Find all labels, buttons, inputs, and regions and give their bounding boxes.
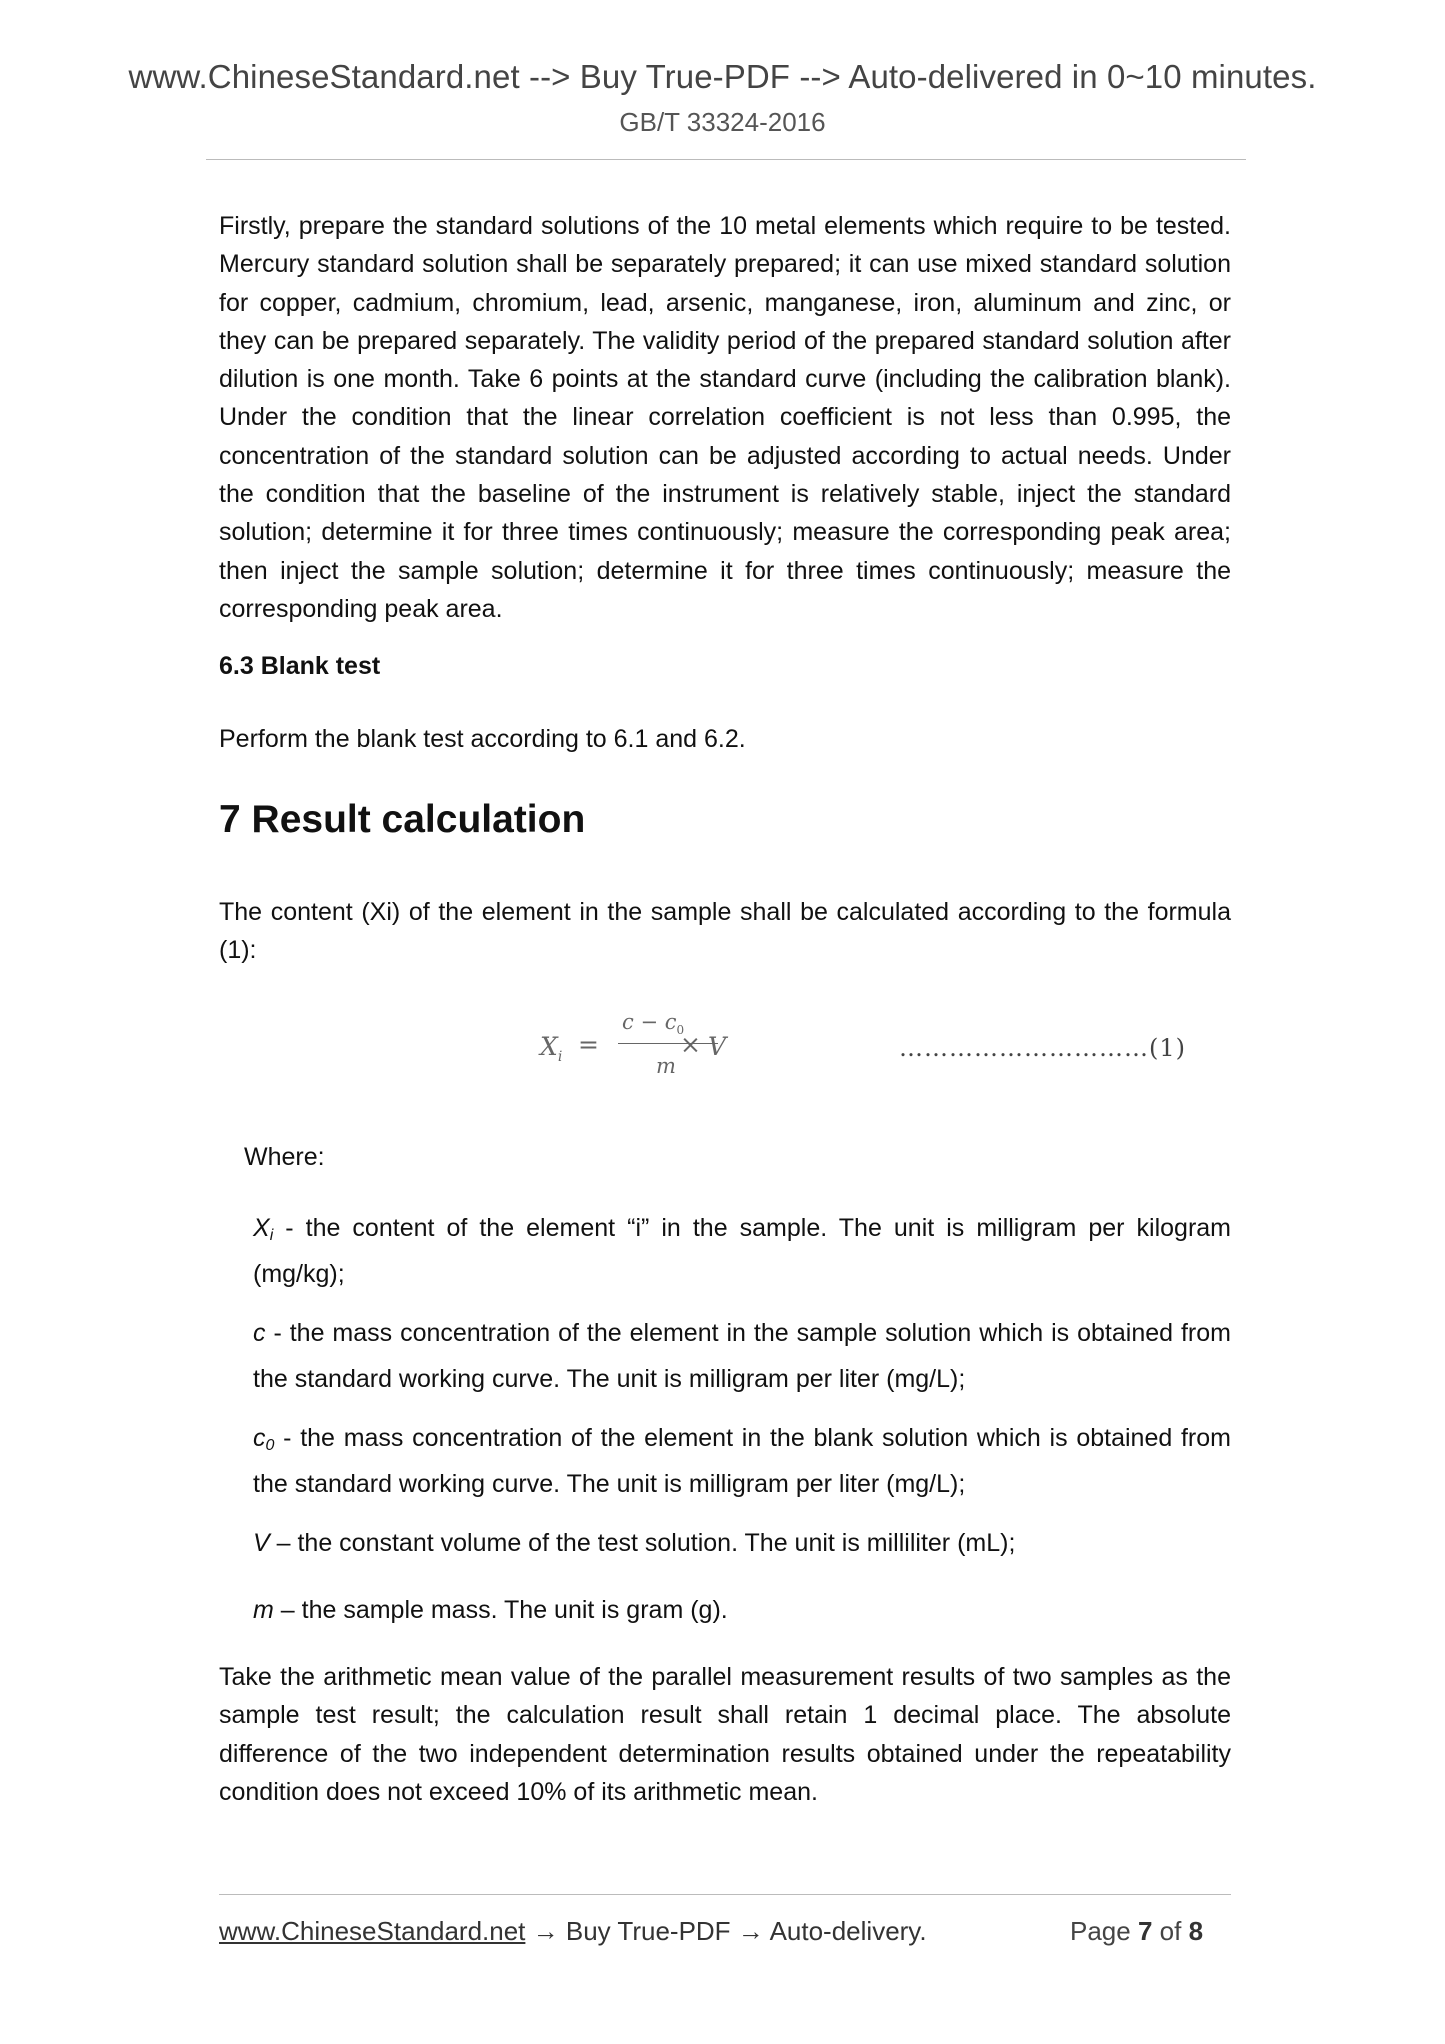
header-divider bbox=[206, 159, 1246, 160]
formula-numerator: $c - c_0$ bbox=[622, 1010, 685, 1038]
page-current: 7 bbox=[1137, 1916, 1153, 1946]
definition-v: V – the constant volume of the test solution. The unit is milliliter (mL); bbox=[253, 1529, 1016, 1557]
page-indicator: Page 7 of 8 bbox=[1070, 1916, 1204, 1946]
formula-equals: = bbox=[578, 1030, 599, 1059]
standard-number: GB/T 33324-2016 bbox=[619, 107, 826, 137]
formula-1 bbox=[540, 1010, 770, 1100]
formula-denominator: m bbox=[656, 1054, 676, 1078]
paragraph-result-retention: Take the arithmetic mean value of the parallel measurement results of two samples as the sample test result; the calculation result shall retain 1 decimal place. The absolute difference of the two independent determination results obtained under the repeatability condition does not exceed 10% of its arithmetic mean. bbox=[219, 1663, 1231, 1806]
page-total: 8 bbox=[1188, 1916, 1204, 1946]
definition-m: m – the sample mass. The unit is gram (g). bbox=[253, 1596, 728, 1624]
footer-link bbox=[219, 1916, 927, 1947]
definition-xi: Xi - the content of the element “i” in the sample. The unit is milligram per kilogram (mg/kg); bbox=[253, 1214, 1231, 1289]
footer-divider bbox=[219, 1894, 1231, 1895]
footer-site-link[interactable]: www.ChineseStandard.net bbox=[219, 1916, 526, 1946]
formula-fraction-bar bbox=[618, 1043, 718, 1044]
paragraph-blank-test: Perform the blank test according to 6.1 and 6.2. bbox=[219, 725, 746, 753]
paragraph-formula-intro: The content (Xi) of the element in the sample shall be calculated according to the formula (1): bbox=[219, 898, 1231, 965]
section-heading-result-calculation: 7 Result calculation bbox=[219, 798, 586, 841]
paragraph-standard-solutions: Firstly, prepare the standard solutions of the 10 metal elements which require to be tested. Mercury standard solution shall be separately prepared; it can use mixed standard solution for copper, cadmium, chromium, lead, arsenic, manganese, iron, aluminum and zinc, or they can be prepared separately. The validity period of the prepared standard solution after dilution is one month. Take 6 points at the standard curve (including the calibration blank). Under the condition that the linear correlation coefficient is not less than 0.995, the concentration of the standard solution can be adjusted according to actual needs. Under the condition that the baseline of the instrument is relatively stable, inject the standard solution; determine it for three times continuously; measure the corresponding peak area; then inject the sample solution; determine it for three times continuously; measure the corresponding peak area. bbox=[219, 212, 1231, 623]
header-banner-link[interactable]: www.ChineseStandard.net --> Buy True-PDF --> Auto-delivered in 0~10 minutes. bbox=[128, 58, 1317, 95]
formula-volume: V bbox=[708, 1032, 727, 1061]
definition-c0: c0 - the mass concentration of the element in the blank solution which is obtained from the standard working curve. The unit is milligram per liter (mg/L); bbox=[253, 1424, 1231, 1499]
formula-lhs: $X_i$ bbox=[540, 1032, 563, 1065]
formula-times: × bbox=[680, 1030, 701, 1059]
formula-number: …………………………(1) bbox=[899, 1034, 1186, 1062]
footer-tail: → Buy True-PDF → Auto-delivery. bbox=[525, 1916, 927, 1946]
definition-c: c - the mass concentration of the element in the sample solution which is obtained from the standard working curve. The unit is milligram per liter (mg/L); bbox=[253, 1319, 1231, 1394]
where-label: Where: bbox=[244, 1143, 325, 1171]
subsection-heading-blank-test: 6.3 Blank test bbox=[219, 652, 381, 680]
